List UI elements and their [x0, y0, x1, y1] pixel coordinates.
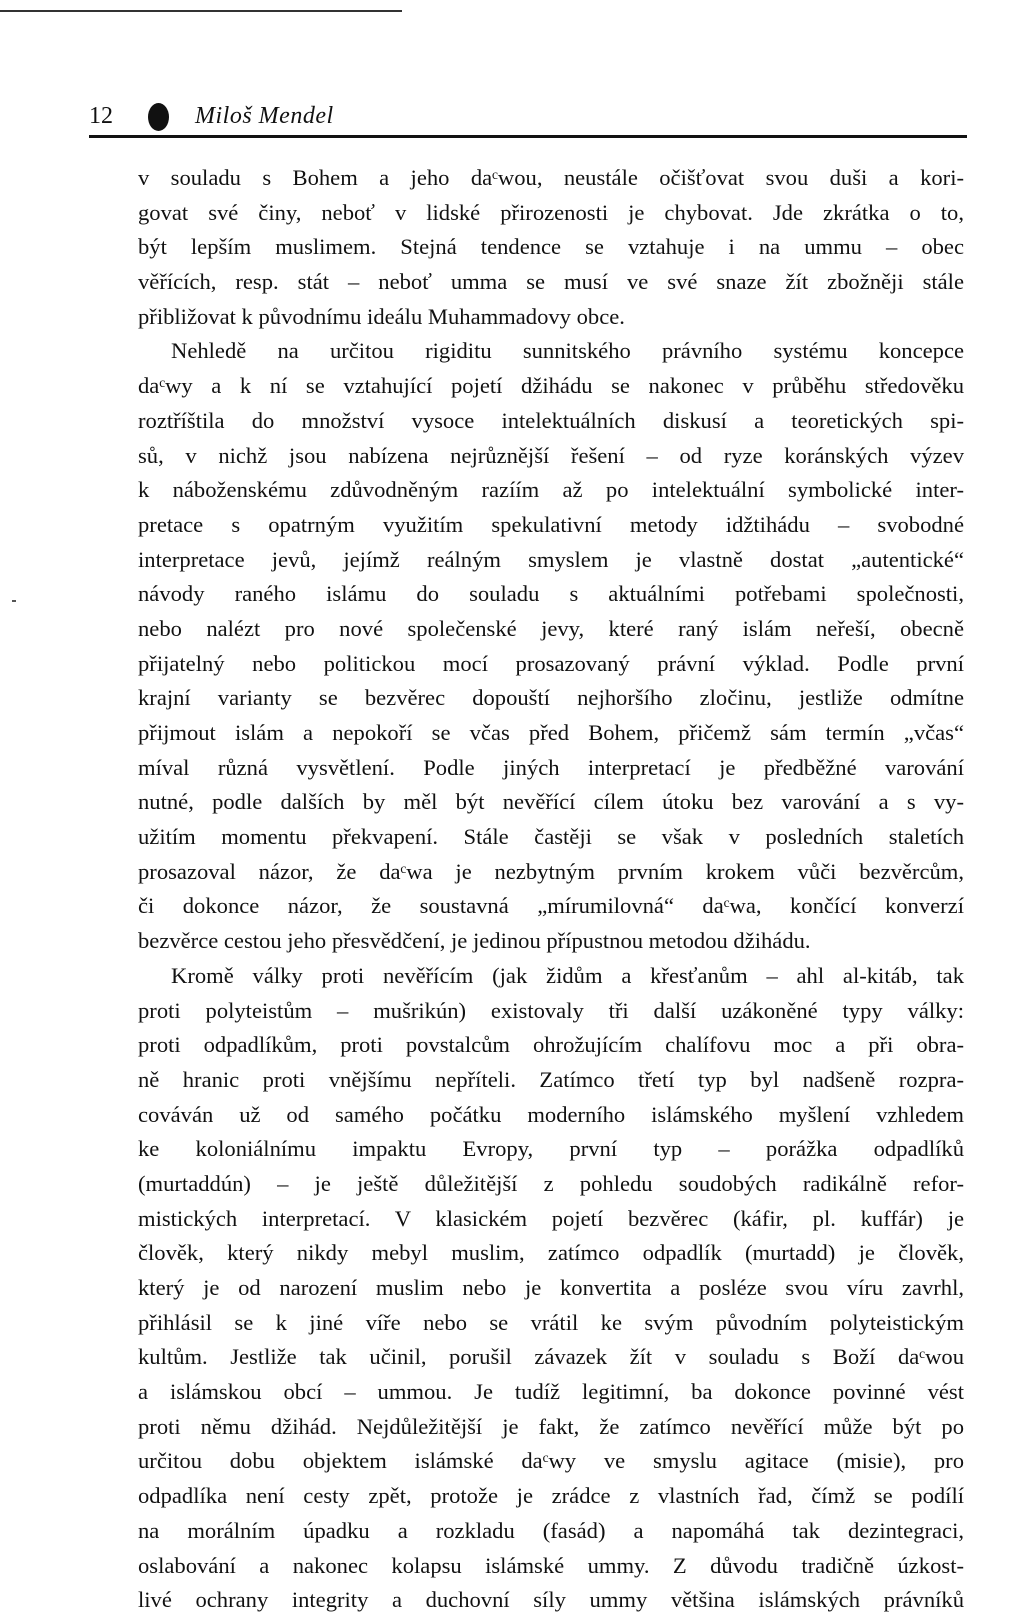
- text-line: na morálním úpadku a rozkladu (fasád) a napomáhá tak dezintegraci,: [138, 1517, 964, 1543]
- margin-mark: [12, 600, 16, 602]
- header-rule: [89, 135, 967, 138]
- text-line: přijmout islám a nepokoří se včas před Bohem, přičemž sám termín „včas“: [138, 720, 964, 745]
- text-line: míval různá vysvětlení. Podle jiných interpretací je předběžné varování: [138, 754, 964, 780]
- bullet-dot-icon: [148, 103, 169, 131]
- text-line: mistických interpretací. V klasickém pojetí bezvěrec (káfir, pl. kuffár) je: [138, 1205, 964, 1231]
- top-edge-rule: [0, 10, 402, 12]
- text-line: Nehledě na určitou rigiditu sunnitského právního systému koncepce: [171, 338, 964, 364]
- text-line: Kromě války proti nevěřícím (jak židům a křesťanům – ahl al-kitáb, tak: [171, 962, 964, 988]
- text-line: určitou dobu objektem islámské daᶜwy ve smyslu agitace (misie), pro: [138, 1448, 964, 1474]
- text-line: v souladu s Bohem a jeho daᶜwou, neustále očišťovat svou duši a kori-: [138, 165, 964, 190]
- text-line: k náboženskému zdůvodněným razíím až po intelektuální symbolické inter-: [138, 477, 964, 503]
- text-line: krajní varianty se bezvěrec dopouští nejhoršího zločinu, jestliže odmítne: [138, 685, 964, 711]
- text-line: ke koloniálnímu impaktu Evropy, první typ – porážka odpadlíků: [138, 1136, 964, 1162]
- text-line: přibližovat k původnímu ideálu Muhammadovy obce.: [138, 303, 625, 329]
- text-line: (murtaddún) – je ještě důležitější z pohledu soudobých radikálně refor-: [138, 1170, 964, 1196]
- text-line: nutné, podle dalších by měl být nevěřící cílem útoku bez varování a s vy-: [138, 789, 964, 815]
- text-line: nebo nalézt pro nové společenské jevy, které raný islám neřeší, obecně: [138, 615, 964, 641]
- body-text: [138, 161, 964, 1618]
- text-line: oslabování a nakonec kolapsu islámské ummy. Z důvodu tradičně úzkost-: [138, 1552, 964, 1578]
- text-line: cováván už od samého počátku moderního islámského myšlení vzhledem: [138, 1101, 964, 1127]
- text-line: odpadlíka není cesty zpět, protože je zrádce z vlastních řad, čímž se podílí: [138, 1483, 964, 1509]
- text-line: užitím momentu překvapení. Stále častěji se však v posledních staletích: [138, 824, 964, 850]
- text-line: či dokonce názor, že soustavná „mírumilovná“ daᶜwa, končící konverzí: [138, 893, 964, 919]
- running-author: Miloš Mendel: [195, 103, 334, 129]
- text-line: pretace s opatrným využitím spekulativní metody idžtihádu – svobodné: [138, 511, 964, 537]
- text-line: návody raného islámu do souladu s aktuálními potřebami společnosti,: [138, 581, 964, 607]
- text-line: který je od narození muslim nebo je konvertita a posléze svou víru zavrhl,: [138, 1275, 964, 1300]
- text-line: livé ochrany integrity a duchovní síly ummy většina islámských právníků: [138, 1587, 964, 1613]
- text-line: přihlásil se k jiné víře nebo se vrátil ke svým původním polyteistickým: [138, 1309, 964, 1335]
- text-line: proti němu džihád. Nejdůležitější je fakt, že zatímco nevěřící může být po: [138, 1413, 964, 1439]
- text-line: bezvěrce cestou jeho přesvědčení, je jedinou přípustnou metodou džihádu.: [138, 928, 811, 954]
- text-line: a islámskou obcí – ummou. Je tudíž legitimní, ba dokonce povinné vést: [138, 1379, 964, 1405]
- text-line: govat své činy, neboť v lidské přirozenosti je chybovat. Jde zkrátka o to,: [138, 199, 964, 225]
- text-line: interpretace jevů, jejímž reálným smyslem je vlastně dostat „autentické“: [138, 546, 964, 572]
- text-line: ně hranic proti vnějšímu nepříteli. Zatímco třetí typ byl nadšeně rozpra-: [138, 1066, 964, 1092]
- text-line: proti polyteistům – mušrikún) existovaly tři další uzákoněné typy války:: [138, 997, 964, 1023]
- page-number: 12: [89, 103, 113, 129]
- text-line: roztříštila do množství vysoce intelektuálních diskusí a teoretických spi-: [138, 407, 964, 433]
- text-line: sů, v nichž jsou nabízena nejrůznější řešení – od ryze koránských výzev: [138, 442, 964, 468]
- text-line: daᶜwy a k ní se vztahující pojetí džihádu se nakonec v průběhu středověku: [138, 373, 964, 399]
- text-line: věřících, resp. stát – neboť umma se musí ve své snaze žít zbožněji stále: [138, 269, 964, 295]
- text-line: prosazoval názor, že daᶜwa je nezbytným prvním krokem vůči bezvěrcům,: [138, 858, 964, 884]
- text-line: přijatelný nebo politickou mocí prosazovaný právní výklad. Podle první: [138, 650, 964, 676]
- text-line: být lepším muslimem. Stejná tendence se vztahuje i na ummu – obec: [138, 234, 964, 260]
- text-line: kultům. Jestliže tak učinil, porušil závazek žít v souladu s Boží daᶜwou: [138, 1344, 964, 1370]
- text-line: proti odpadlíkům, proti povstalcům ohrožujícím chalífovu moc a při obra-: [138, 1032, 964, 1058]
- text-line: člověk, který nikdy mebyl muslim, zatímco odpadlík (murtadd) je člověk,: [138, 1240, 964, 1266]
- running-header: [89, 96, 967, 136]
